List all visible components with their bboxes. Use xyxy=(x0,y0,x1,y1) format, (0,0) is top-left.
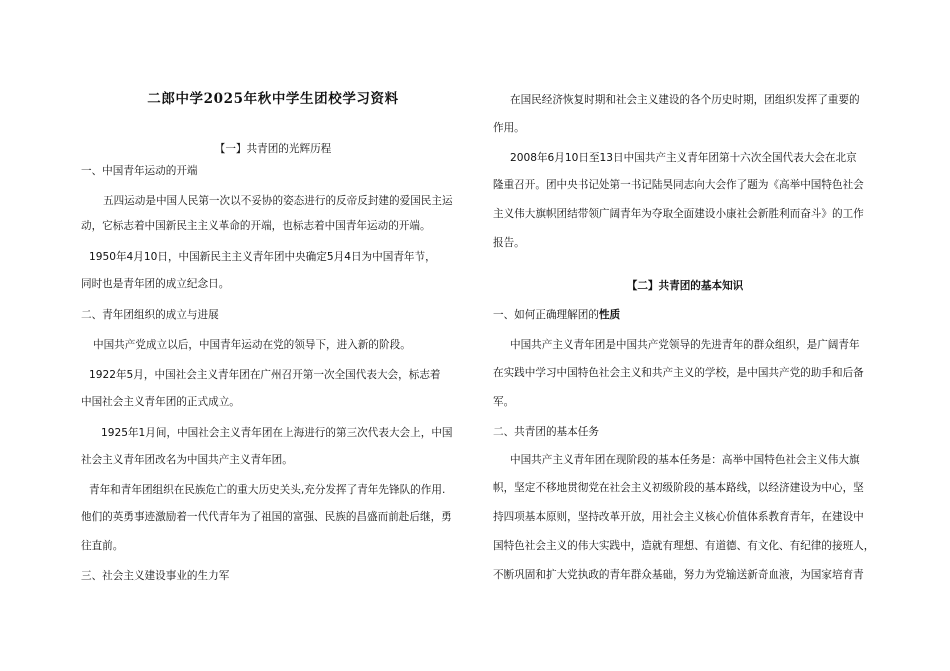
subheading-socialist-construction: 三、社会主义建设事业的生力军 xyxy=(81,570,230,582)
paragraph-line: 主义伟大旗帜团结带领广阔青年为夺取全面建设小康社会新胜利而奋斗》的工作 xyxy=(493,208,864,220)
paragraph-line: 青年和青年团组织在民族危亡的重大历史关头,充分发挥了青年先锋队的作用. xyxy=(89,484,446,496)
paragraph-line: 隆重召开。团中央书记处第一书记陆昊同志向大会作了题为《高举中国特色社会 xyxy=(493,179,864,191)
paragraph-line: 在国民经济恢复时期和社会主义建设的各个历史时期，团组织发挥了重要的 xyxy=(510,94,860,106)
paragraph-line: 中国社会主义青年团的正式成立。 xyxy=(81,396,240,408)
paragraph-line: 2008年6月10日至13日中国共产主义青年团第十六次全国代表大会在北京 xyxy=(510,152,857,164)
paragraph-line: 动，它标志着中国新民主主义革命的开端，也标志着中国青年运动的开端。 xyxy=(81,220,431,232)
subheading-text: 一、如何正确理解团的 xyxy=(493,309,599,321)
section-heading-1: 【一】共青团的光辉历程 xyxy=(214,143,332,155)
paragraph-line: 社会主义青年团改名为中国共产主义青年团。 xyxy=(81,454,293,466)
paragraph-line: 作用。 xyxy=(493,122,525,134)
paragraph-line: 帜，坚定不移地贯彻党在社会主义初级阶段的基本路线，以经济建设为中心，坚 xyxy=(493,482,864,494)
paragraph-line: 往直前。 xyxy=(81,540,124,552)
subheading-basic-tasks: 二、共青团的基本任务 xyxy=(493,426,599,438)
paragraph-line: 不断巩固和扩大党执政的青年群众基础，努力为党输送新奇血液，为国家培育青 xyxy=(493,569,864,581)
subheading-league-nature xyxy=(493,308,620,322)
paragraph-line: 在实践中学习中国特色社会主义和共产主义的学校，是中国共产党的助手和后备 xyxy=(493,367,864,379)
section-heading-2: 【二】共青团的基本知识 xyxy=(626,280,744,292)
subheading-youth-movement-start: 一、中国青年运动的开端 xyxy=(81,165,198,177)
subheading-emphasis: 性质 xyxy=(598,309,621,321)
paragraph-line: 报告。 xyxy=(493,237,525,249)
paragraph-line: 军。 xyxy=(493,396,515,408)
paragraph-line: 1925年1月间，中国社会主义青年团在上海进行的第三次代表大会上，中国 xyxy=(101,427,453,439)
paragraph-line: 中国共产党成立以后，中国青年运动在党的领导下，进入新的阶段。 xyxy=(93,339,411,351)
paragraph-line: 他们的英勇事迹激励着一代代青年为了祖国的富强、民族的昌盛而前赴后继，勇 xyxy=(81,511,452,523)
paragraph-line: 国特色社会主义的伟大实践中，造就有理想、有道德、有文化、有纪律的接班人， xyxy=(493,540,875,552)
subheading-league-founding: 二、青年团组织的成立与进展 xyxy=(81,309,219,321)
paragraph-line: 中国共产主义青年团在现阶段的基本任务是：高举中国特色社会主义伟大旗 xyxy=(510,454,860,466)
paragraph-line: 同时也是青年团的成立纪念日。 xyxy=(81,278,230,290)
paragraph-line: 1950年4月10日，中国新民主主义青年团中央确定5月4日为中国青年节， xyxy=(89,251,436,263)
paragraph-line: 中国共产主义青年团是中国共产党领导的先进青年的群众组织，是广阔青年 xyxy=(510,339,860,351)
document-title: 二郎中学2025年秋中学生团校学习资料 xyxy=(147,91,399,107)
paragraph-line: 持四项基本原则，坚持改革开放，用社会主义核心价值体系教育青年，在建设中 xyxy=(493,511,864,523)
paragraph-line: 五四运动是中国人民第一次以不妥协的姿态进行的反帝反封建的爱国民主运 xyxy=(103,195,453,207)
paragraph-line: 1922年5月，中国社会主义青年团在广州召开第一次全国代表大会，标志着 xyxy=(89,369,441,381)
